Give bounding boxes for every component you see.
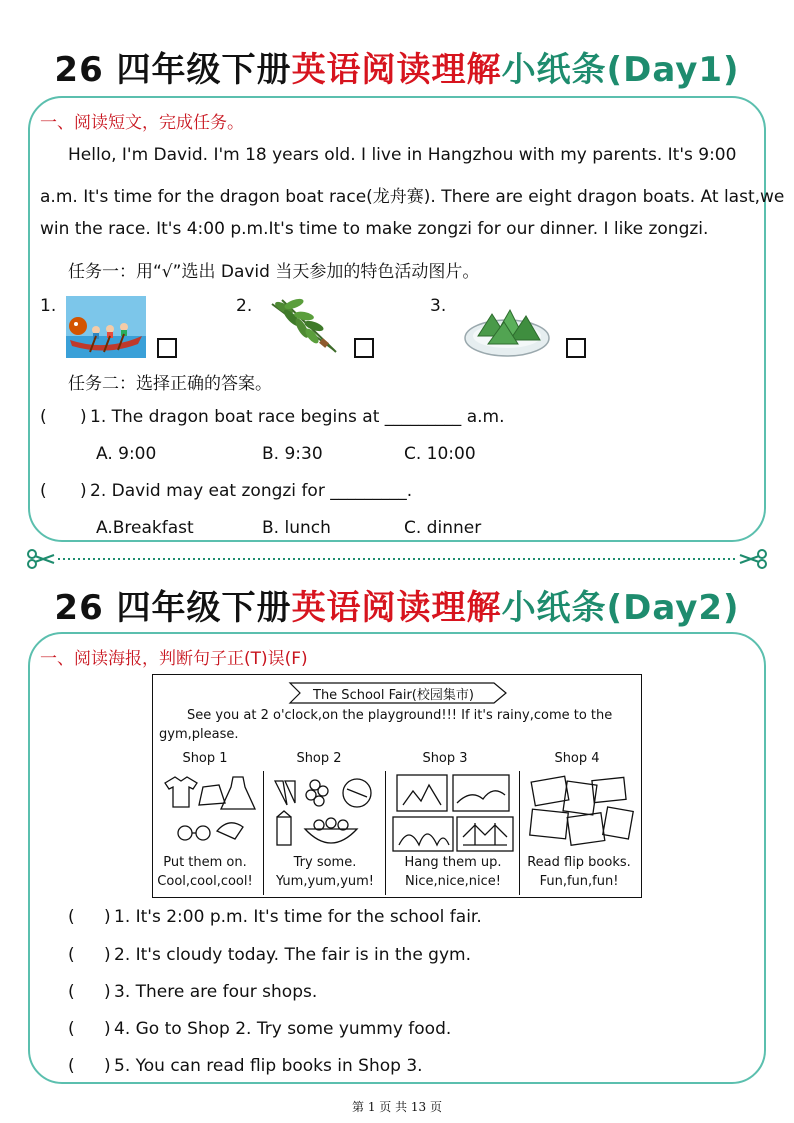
q2-option-a[interactable]: A.Breakfast — [96, 518, 194, 538]
shop-2-name: Shop 2 — [296, 751, 342, 766]
landmark-pictures-icon — [391, 771, 515, 853]
q2-paren-close: ) — [80, 481, 87, 501]
shop-4-caption-line-1: Read flip books. — [527, 855, 631, 870]
statement-1-text: 1. It's 2:00 p.m. It's time for the school fair. — [114, 907, 482, 927]
shop-4-name: Shop 4 — [554, 751, 600, 766]
day1-title-green: 小纸条(Day1) — [501, 50, 740, 90]
shop-1-name: Shop 1 — [182, 751, 228, 766]
school-fair-poster — [152, 674, 642, 898]
statement-5-paren-open: ( — [68, 1056, 75, 1076]
statement-1-paren-close: ) — [104, 907, 111, 927]
q1-option-a[interactable]: A. 9:00 — [96, 444, 157, 464]
shop-2-caption-line-1: Try some. — [293, 855, 357, 870]
statement-2-paren-close: ) — [104, 945, 111, 965]
q1-option-b[interactable]: B. 9:30 — [262, 444, 323, 464]
shop-3-name: Shop 3 — [422, 751, 468, 766]
q2-option-b[interactable]: B. lunch — [262, 518, 331, 538]
image-1-checkbox[interactable] — [157, 338, 177, 358]
shop-1-caption-line-1: Put them on. — [163, 855, 247, 870]
q2-option-c[interactable]: C. dinner — [404, 518, 482, 538]
day1-title — [0, 42, 794, 91]
day2-title — [0, 580, 794, 629]
day1-section-heading: 一、阅读短文，完成任务。 — [40, 113, 244, 133]
cut-line-divider — [0, 549, 794, 569]
image-2-number: 2. — [236, 296, 253, 316]
day2-title-red: 英语阅读理解 — [291, 588, 502, 628]
statement-2-text: 2. It's cloudy today. The fair is in the gym. — [114, 945, 471, 965]
q2-text: 2. David may eat zongzi for _________. — [90, 481, 413, 501]
statement-3-paren-open: ( — [68, 982, 75, 1002]
scissors-icon-left — [28, 550, 54, 568]
q1-paren-open: ( — [40, 407, 47, 427]
q1-paren-close: ) — [80, 407, 87, 427]
passage-line-3: win the race. It's 4:00 p.m.It's time to make zongzi for our dinner. I like zongzi. — [40, 219, 709, 239]
day1-title-red: 英语阅读理解 — [291, 50, 502, 90]
statement-1-paren-open: ( — [68, 907, 75, 927]
statement-5-paren-close: ) — [104, 1056, 111, 1076]
shop-2-caption-line-2: Yum,yum,yum! — [275, 874, 375, 889]
day2-title-black: 26 四年级下册 — [54, 588, 292, 628]
statement-3-paren-close: ) — [104, 982, 111, 1002]
statement-4-paren-close: ) — [104, 1019, 111, 1039]
image-3-checkbox[interactable] — [566, 338, 586, 358]
image-1-number: 1. — [40, 296, 57, 316]
poster-line-1: See you at 2 o'clock,on the playground!!! If it's rainy,come to the — [187, 708, 613, 723]
shop-3-caption — [393, 853, 513, 891]
day2-section-heading: 一、阅读海报，判断句子正(T)误(F) — [40, 649, 308, 669]
shop-divider-2 — [385, 771, 386, 895]
food-icon — [269, 773, 381, 853]
statement-2-paren-open: ( — [68, 945, 75, 965]
shop-3-caption-line-2: Nice,nice,nice! — [405, 874, 501, 889]
q1-option-c[interactable]: C. 10:00 — [404, 444, 476, 464]
statement-3-text: 3. There are four shops. — [114, 982, 318, 1002]
scissors-icon-right — [740, 550, 766, 568]
clothes-icon — [159, 773, 259, 853]
day2-title-green: 小纸条(Day2) — [501, 588, 740, 628]
image-3-number: 3. — [430, 296, 447, 316]
shop-3-caption-line-1: Hang them up. — [404, 855, 502, 870]
statement-4-text: 4. Go to Shop 2. Try some yummy food. — [114, 1019, 452, 1039]
flip-books-icon — [525, 773, 637, 853]
shop-1-caption — [145, 853, 265, 891]
shop-1-caption-line-2: Cool,cool,cool! — [157, 874, 253, 889]
q1-text: 1. The dragon boat race begins at _________ a.m. — [90, 407, 505, 427]
q2-paren-open: ( — [40, 481, 47, 501]
shop-2-caption — [265, 853, 385, 891]
poster-line-2: gym,please. — [159, 727, 239, 742]
mugwort-icon — [262, 296, 346, 360]
poster-title: The School Fair(校园集市) — [313, 688, 474, 703]
statement-4-paren-open: ( — [68, 1019, 75, 1039]
day1-title-black: 26 四年级下册 — [54, 50, 292, 90]
passage-line-1: Hello, I'm David. I'm 18 years old. I live in Hangzhou with my parents. It's 9:00 — [68, 145, 737, 165]
statement-5-text: 5. You can read flip books in Shop 3. — [114, 1056, 423, 1076]
passage-line-2: a.m. It's time for the dragon boat race(龙舟赛). There are eight dragon boats. At last,we — [40, 187, 785, 207]
shop-4-caption — [519, 853, 639, 891]
shop-4-caption-line-2: Fun,fun,fun! — [539, 874, 619, 889]
image-2-checkbox[interactable] — [354, 338, 374, 358]
page-footer: 第 1 页 共 13 页 — [352, 1100, 442, 1114]
task1-instruction: 任务一：用“√”选出 David 当天参加的特色活动图片。 — [68, 262, 480, 282]
dragon-boat-icon — [66, 296, 146, 358]
zongzi-plate-icon — [464, 300, 550, 358]
task2-instruction: 任务二：选择正确的答案。 — [68, 374, 272, 394]
